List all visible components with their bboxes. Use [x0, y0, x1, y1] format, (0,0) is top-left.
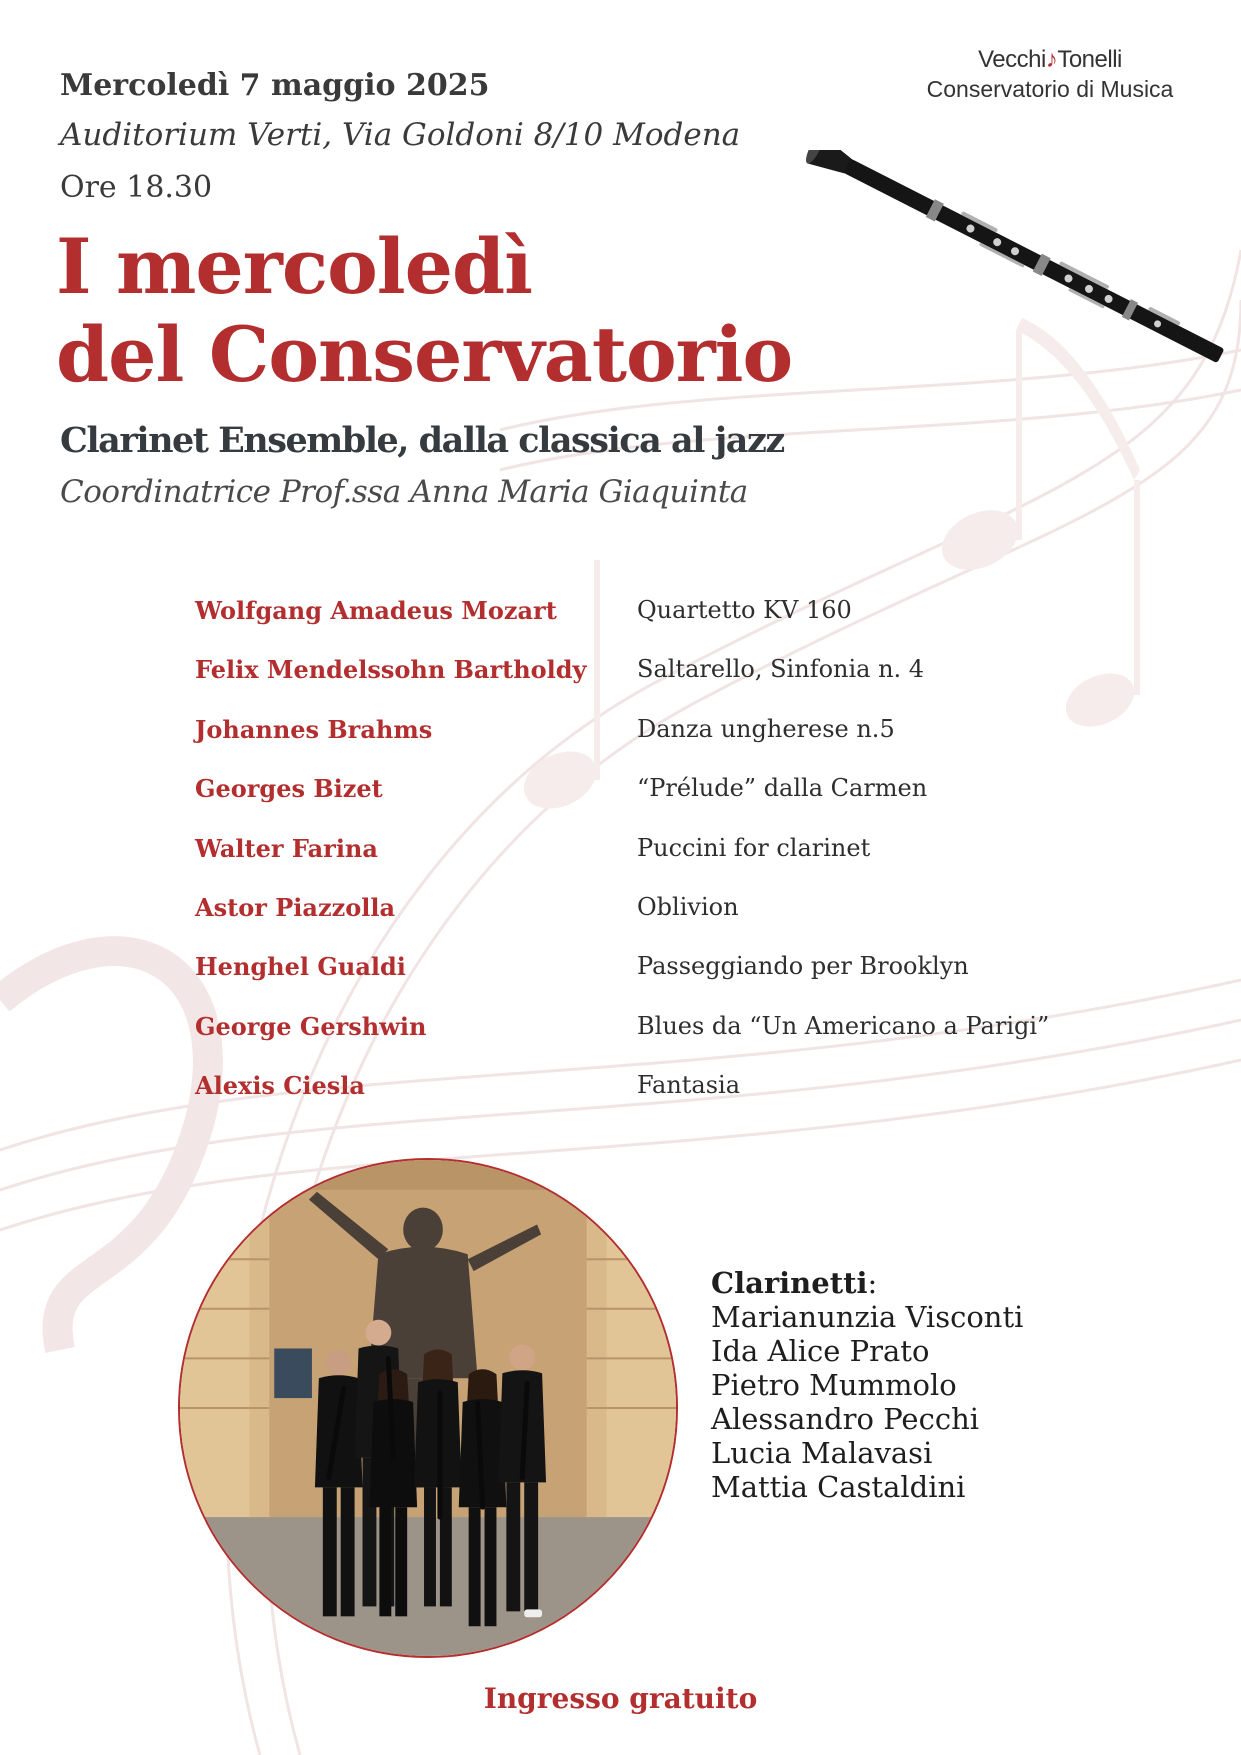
performers-heading: [711, 1266, 1023, 1300]
program-row: [195, 715, 1095, 774]
composer: Wolfgang Amadeus Mozart: [195, 596, 557, 625]
music-note-icon: ♪: [1045, 46, 1058, 73]
performer-name: Pietro Mummolo: [711, 1368, 957, 1402]
conservatory-logo: [915, 46, 1185, 103]
logo-name: [915, 46, 1185, 74]
piece: Oblivion: [637, 892, 739, 921]
program-row: [195, 952, 1095, 1011]
performer-name: Ida Alice Prato: [711, 1334, 930, 1368]
performer-name: Lucia Malavasi: [711, 1436, 933, 1470]
program-row: [195, 655, 1095, 714]
composer: Henghel Gualdi: [195, 952, 406, 982]
piece: Passeggiando per Brooklyn: [637, 952, 969, 981]
performer-name: Alessandro Pecchi: [711, 1402, 980, 1436]
title-line-2: del Conservatorio: [56, 310, 793, 399]
program-row: [195, 1071, 1095, 1130]
program-row: [195, 893, 1095, 952]
performers-heading-label: Clarinetti: [711, 1266, 868, 1300]
logo-subtitle: Conservatorio di Musica: [926, 76, 1174, 102]
program-list: [195, 596, 1095, 1131]
program-row: [195, 1012, 1095, 1071]
program-row: [195, 834, 1095, 893]
composer: Astor Piazzolla: [195, 892, 395, 922]
coordinator: Coordinatrice Prof.ssa Anna Maria Giaquinta: [60, 474, 748, 510]
piece: Quartetto KV 160: [637, 596, 852, 624]
event-time: Ore 18.30: [60, 170, 213, 205]
composer: Georges Bizet: [195, 774, 383, 804]
performer-name: Mattia Castaldini: [711, 1470, 966, 1504]
title-line-1: I mercoledì: [56, 222, 533, 311]
composer: George Gershwin: [195, 1011, 427, 1041]
piece: “Prélude” dalla Carmen: [637, 774, 928, 803]
logo-name-right: Tonelli: [1057, 46, 1122, 73]
composer: Alexis Ciesla: [195, 1071, 365, 1101]
performers-list: [711, 1266, 1023, 1504]
free-entry-label: Ingresso gratuito: [483, 1682, 758, 1715]
logo-name-left: Vecchi: [978, 46, 1046, 73]
piece: Puccini for clarinet: [637, 833, 871, 862]
event-date: Mercoledì 7 maggio 2025: [60, 68, 490, 103]
clarinet-illustration: [800, 150, 1241, 430]
performers-heading-colon: :: [867, 1266, 878, 1300]
program-row: [195, 774, 1095, 833]
performer-name: Marianunzia Visconti: [711, 1300, 1024, 1334]
composer: Felix Mendelssohn Bartholdy: [195, 655, 587, 685]
piece: Blues da “Un Americano a Parigi”: [637, 1011, 1050, 1040]
piece: Fantasia: [637, 1071, 741, 1100]
ensemble-photo: [178, 1158, 678, 1658]
composer: Walter Farina: [195, 833, 378, 863]
program-row: [195, 596, 1095, 655]
event-venue: Auditorium Verti, Via Goldoni 8/10 Modena: [60, 117, 741, 153]
concert-subtitle: Clarinet Ensemble, dalla classica al jazz: [60, 420, 784, 461]
piece: Saltarello, Sinfonia n. 4: [637, 655, 925, 684]
composer: Johannes Brahms: [195, 714, 433, 744]
piece: Danza ungherese n.5: [637, 714, 895, 743]
